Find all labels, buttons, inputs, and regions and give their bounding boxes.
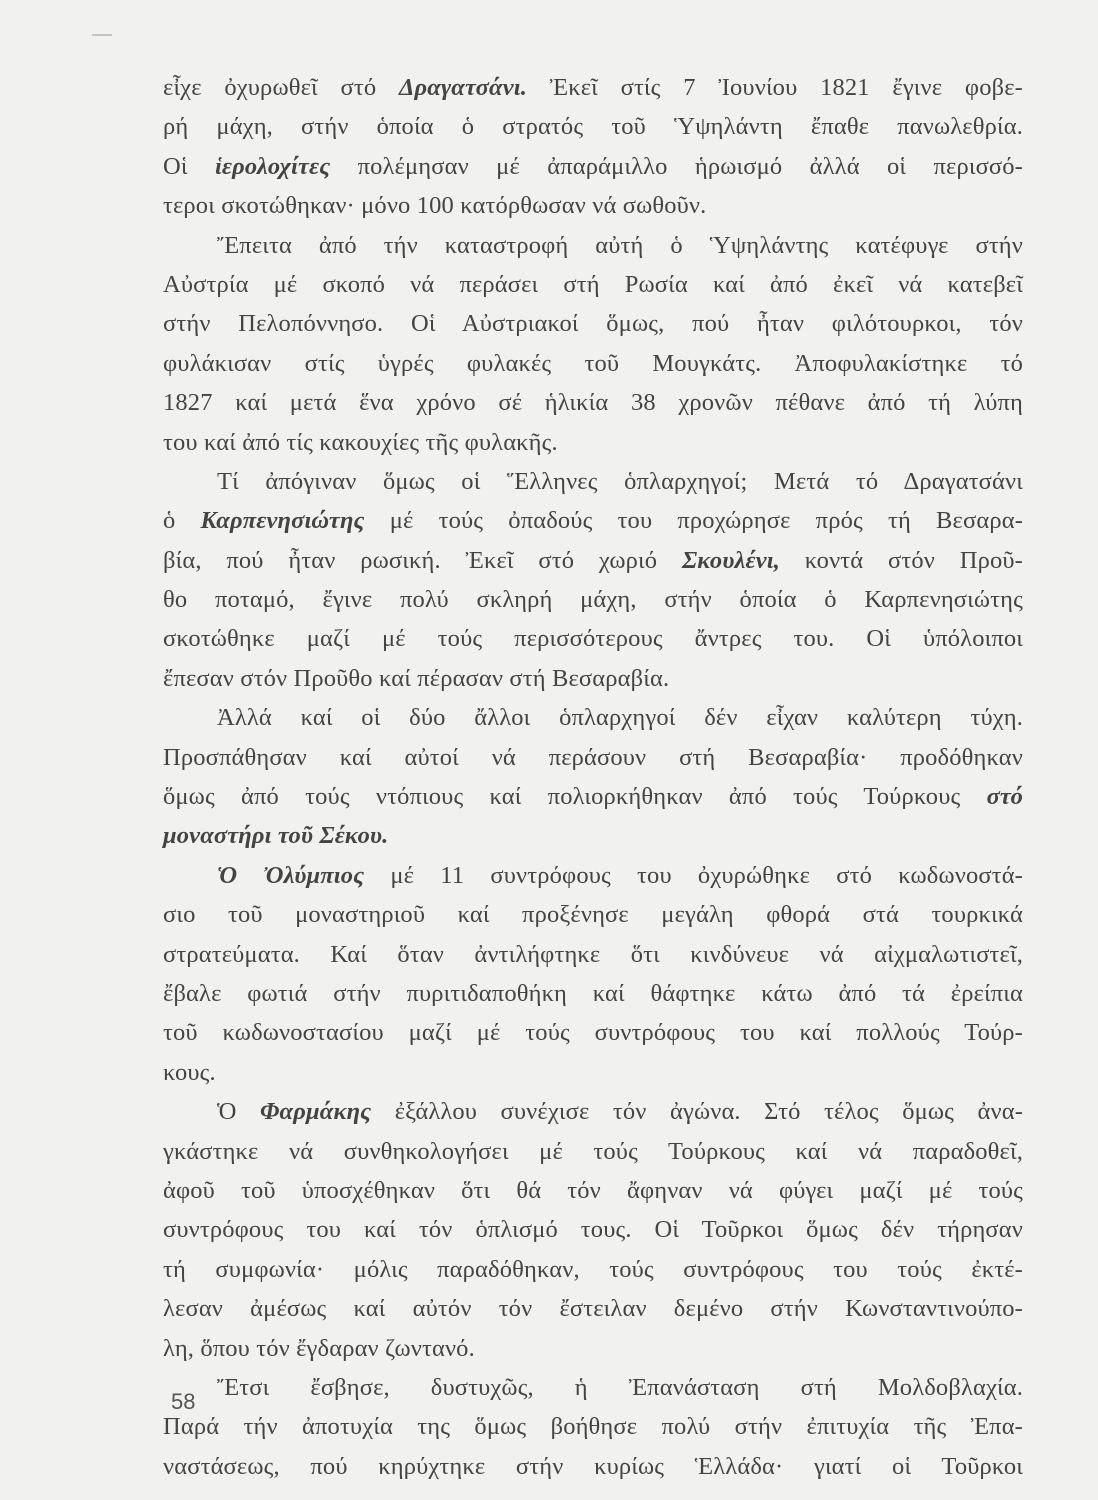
text-run: Ἔτσι ἔσβησε, δυστυχῶς, ἡ Ἐπανάσταση στή Μολδοβλαχία. (217, 1373, 1023, 1401)
text-run: φυλάκισαν στίς ὑγρές φυλακές τοῦ Μουγκάτς. Ἀποφυλακίστηκε τό (163, 349, 1023, 377)
text-run: κοντά στόν Προῦ- (779, 546, 1023, 574)
text-run: τεροι σκοτώθηκαν· μόνο 100 κατόρθωσαν νά σωθοῦν. (163, 192, 707, 220)
text-run: στρατεύματα. Καί ὅταν ἀντιλήφτηκε ὅτι κινδύνευε νά αἰχμαλωτιστεῖ, (163, 940, 1023, 968)
text-line (163, 344, 1023, 383)
text-line (163, 1329, 1023, 1368)
text-line (163, 68, 1023, 107)
text-line (163, 541, 1023, 580)
text-line (163, 186, 1023, 225)
text-run: λεσαν ἀμέσως καί αὐτόν τόν ἔστειλαν δεμένο στήν Κωνσταντινούπο- (163, 1295, 1023, 1323)
text-run: ναστάσεως, πού κηρύχτηκε στήν κυρίως Ἑλλάδα· γιατί οἱ Τοῦρκοι (163, 1452, 1023, 1480)
emphasized-text: Σκουλένι, (681, 546, 780, 574)
text-line (163, 1210, 1023, 1249)
text-line (163, 1132, 1023, 1171)
text-line (163, 974, 1023, 1013)
text-run: ρή μάχη, στήν ὁποία ὁ στρατός τοῦ Ὑψηλάντη ἔπαθε πανωλεθρία. (163, 113, 1023, 141)
text-line (163, 1407, 1023, 1446)
text-line (163, 147, 1023, 186)
text-line (163, 383, 1023, 422)
text-line (163, 935, 1023, 974)
text-line (163, 816, 1023, 855)
emphasized-text: μοναστήρι τοῦ Σέκου. (163, 822, 389, 850)
text-run: λη, ὅπου τόν ἔγδαραν ζωντανό. (163, 1334, 475, 1362)
text-run: Ἀλλά καί οἱ δύο ἄλλοι ὁπλαρχηγοί δέν εἶχαν καλύτερη τύχη. (217, 704, 1023, 732)
text-run: ἔβαλε φωτιά στήν πυριτιδαποθήκη καί θάφτηκε κάτω ἀπό τά ἐρείπια (163, 979, 1023, 1007)
text-run: μέ 11 συντρόφους του ὀχυρώθηκε στό κωδωνοστά- (364, 861, 1023, 889)
text-run: σιο τοῦ μοναστηριοῦ καί προξένησε μεγάλη φθορά στά τουρκικά (163, 901, 1023, 929)
text-line (163, 1289, 1023, 1328)
text-run: γκάστηκε νά συνθηκολογήσει μέ τούς Τούρκους καί νά παραδοθεῖ, (163, 1137, 1023, 1165)
text-run: κους. (163, 1058, 216, 1086)
text-run: Τί ἀπόγιναν ὅμως οἱ Ἕλληνες ὁπλαρχηγοί; Μετά τό Δραγατσάνι (217, 467, 1023, 495)
text-line (163, 107, 1023, 146)
text-line (163, 265, 1023, 304)
text-run: σκοτώθηκε μαζί μέ τούς περισσότερους ἄντρες του. Οἱ ὑπόλοιποι (163, 625, 1023, 653)
text-line (163, 462, 1023, 501)
emphasized-text: ἱερολοχίτες (214, 152, 331, 180)
text-run: Ἔπειτα ἀπό τήν καταστροφή αὐτή ὁ Ὑψηλάντης κατέφυγε στήν (217, 231, 1023, 259)
text-run: Αὐστρία μέ σκοπό νά περάσει στή Ρωσία καί ἀπό ἐκεῖ νά κατεβεῖ (163, 270, 1023, 298)
text-line (163, 423, 1023, 462)
text-run: Ἐκεῖ στίς 7 Ἰουνίου 1821 ἔγινε φοβε- (527, 74, 1023, 101)
text-run: ἀφοῦ τοῦ ὑποσχέθηκαν ὅτι θά τόν ἄφηναν νά φύγει μαζί μέ τούς (163, 1176, 1023, 1204)
text-run: στήν Πελοπόννησο. Οἱ Αὐστριακοί ὅμως, πού ἦταν φιλότουρκοι, τόν (163, 310, 1023, 338)
text-line (163, 1171, 1023, 1210)
text-line (163, 619, 1023, 658)
text-line (163, 777, 1023, 816)
text-run: Ὁ (217, 1098, 261, 1126)
emphasized-text: στό (986, 783, 1023, 811)
text-line (163, 1053, 1023, 1092)
emphasized-text: Δραγατσάνι. (398, 74, 527, 101)
scan-mark (92, 34, 112, 36)
text-line (163, 501, 1023, 540)
text-line (163, 1092, 1023, 1131)
text-run: του καί ἀπό τίς κακουχίες τῆς φυλακῆς. (163, 428, 558, 456)
page-number: 58 (171, 1389, 196, 1414)
text-run: ὅμως ἀπό τούς ντόπιους καί πολιορκήθηκαν ἀπό τούς Τούρκους (163, 783, 987, 811)
text-line (163, 1447, 1023, 1486)
emphasized-text: Ὁ Ὀλύμπιος (217, 861, 365, 889)
text-run: πολέμησαν μέ ἀπαράμιλλο ἡρωισμό ἀλλά οἱ περισσό- (330, 152, 1023, 180)
text-run: τή συμφωνία· μόλις παραδόθηκαν, τούς συντρόφους του τούς ἐκτέ- (163, 1255, 1023, 1283)
text-line (163, 1250, 1023, 1289)
page-body (163, 68, 1023, 1486)
text-run: συντρόφους του καί τόν ὁπλισμό τους. Οἱ Τοῦρκοι ὅμως δέν τήρησαν (163, 1216, 1023, 1244)
text-line (163, 226, 1023, 265)
text-run: εἶχε ὀχυρωθεῖ στό (163, 74, 399, 101)
text-run: Οἱ (163, 152, 215, 180)
text-line (163, 1013, 1023, 1052)
text-run: Παρά τήν ἀποτυχία της ὅμως βοήθησε πολύ στήν ἐπιτυχία τῆς Ἐπα- (163, 1413, 1023, 1441)
emphasized-text: Φαρμάκης (260, 1098, 372, 1126)
text-line (163, 580, 1023, 619)
text-run: ὁ (163, 507, 201, 535)
text-run: θο ποταμό, ἔγινε πολύ σκληρή μάχη, στήν ὁποία ὁ Καρπενησιώτης (163, 586, 1023, 614)
text-run: μέ τούς ὀπαδούς του προχώρησε πρός τή Βεσαρα- (364, 507, 1024, 535)
text-run: Προσπάθησαν καί αὐτοί νά περάσουν στή Βεσαραβία· προδόθηκαν (163, 743, 1023, 771)
text-line (163, 659, 1023, 698)
text-run: ἔπεσαν στόν Προῦθο καί πέρασαν στή Βεσαραβία. (163, 664, 670, 692)
text-line (163, 698, 1023, 737)
text-line (163, 1368, 1023, 1407)
text-line (163, 304, 1023, 343)
text-run: βία, πού ἦταν ρωσική. Ἐκεῖ στό χωριό (163, 546, 682, 574)
text-run: 1827 καί μετά ἕνα χρόνο σέ ἡλικία 38 χρονῶν πέθανε ἀπό τή λύπη (163, 389, 1023, 417)
text-line (163, 895, 1023, 934)
emphasized-text: Καρπενησιώτης (200, 507, 365, 535)
text-run: τοῦ κωδωνοστασίου μαζί μέ τούς συντρόφους του καί πολλούς Τούρ- (163, 1019, 1023, 1047)
text-line (163, 738, 1023, 777)
text-run: ἐξάλλου συνέχισε τόν ἀγώνα. Στό τέλος ὅμως ἀνα- (371, 1098, 1024, 1126)
text-line (163, 856, 1023, 895)
